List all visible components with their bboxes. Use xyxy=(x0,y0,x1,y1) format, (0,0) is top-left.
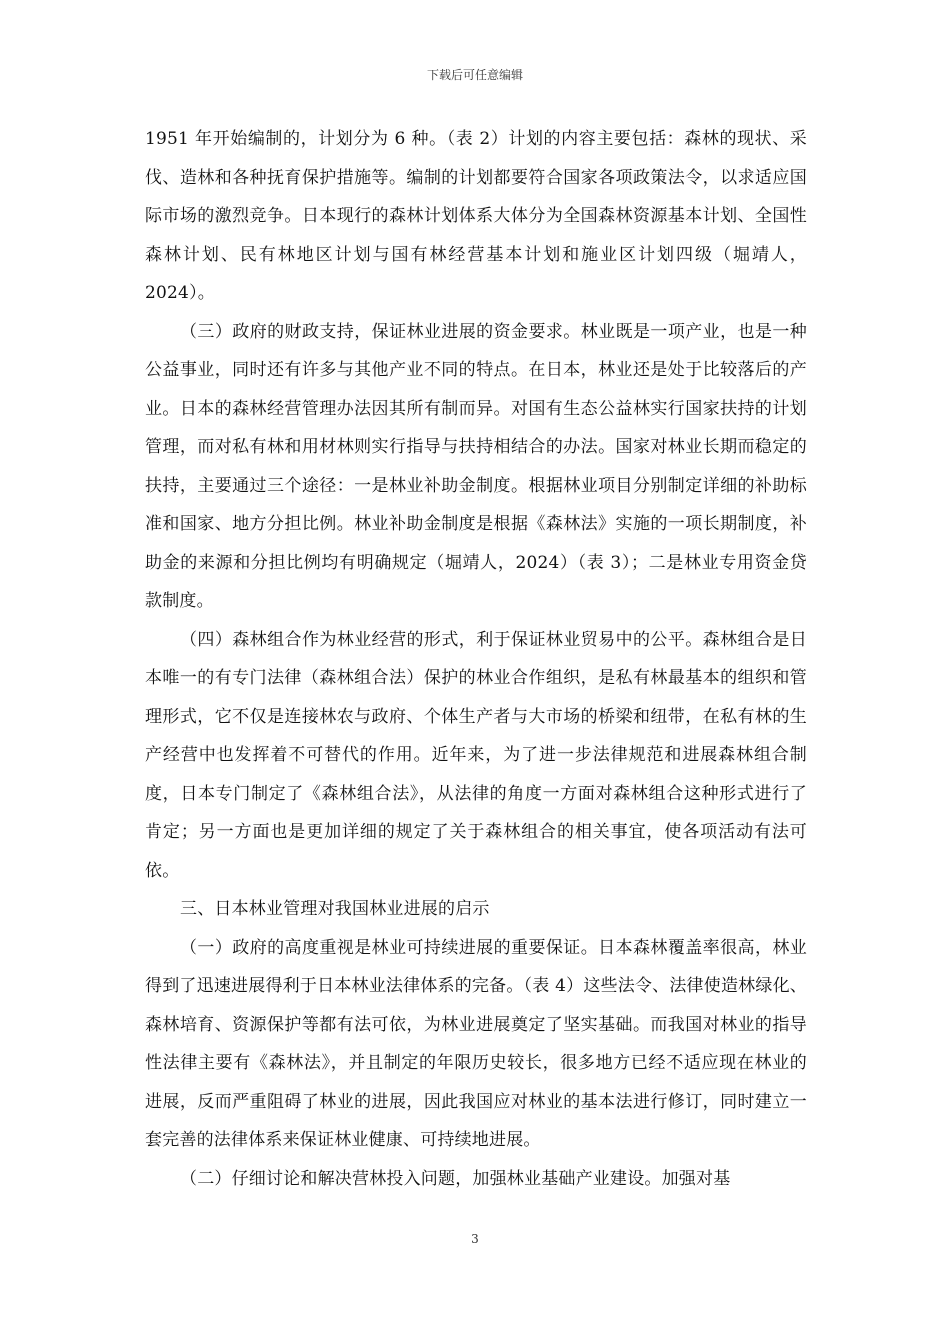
paragraph-forest-association: （四）森林组合作为林业经营的形式，利于保证林业贸易中的公平。森林组合是日本唯一的有专门法律（森林组合法）保护的林业合作组织，是私有林最基本的组织和管理形式，它不仅是连接林农与政府、个体生产者与大市场的桥梁和纽带，在私有林的生产经营中也发挥着不可替代的作用。近年来，为了进一步法律规范和进展森林组合制度，日本专门制定了《森林组合法》，从法律的角度一方面对森林组合这种形式进行了肯定；另一方面也是更加详细的规定了关于森林组合的相关事宜，使各项活动有法可依。 xyxy=(145,629,807,881)
paragraph-forest-plan: 1951 年开始编制的，计划分为 6 种。（表 2）计划的内容主要包括：森林的现状、采伐、造林和各种抚育保护措施等。编制的计划都要符合国家各项政策法令，以求适应国际市场的激烈竞争。日本现行的森林计划体系大体分为全国森林资源基本计划、全国性森林计划、民有林地区计划与国有林经营基本计划和施业区计划四级（堀靖人，2024）。 xyxy=(145,129,807,303)
paragraph-financial-support: （三）政府的财政支持，保证林业进展的资金要求。林业既是一项产业，也是一种公益事业，同时还有许多与其他产业不同的特点。在日本，林业还是处于比较落后的产业。日本的森林经营管理办法因其所有制而异。对国有生态公益林实行国家扶持的计划管理，而对私有林和用材林则实行指导与扶持相结合的办法。国家对林业长期而稳定的扶持，主要通过三个途径：一是林业补助金制度。根据林业项目分别制定详细的补助标准和国家、地方分担比例。林业补助金制度是根据《森林法》实施的一项长期制度，补助金的来源和分担比例均有明确规定（堀靖人，2024）（表 3）；二是林业专用资金贷款制度。 xyxy=(145,321,807,611)
paragraph-forestry-investment: （二）仔细讨论和解决营林投入问题，加强林业基础产业建设。加强对基 xyxy=(180,1168,731,1189)
paragraph-government-attention: （一）政府的高度重视是林业可持续进展的重要保证。日本森林覆盖率很高，林业得到了迅速进展得利于日本林业法律体系的完备。（表 4）这些法令、法律使造林绿化、森林培育、资源保护等都有法可依，为林业进展奠定了坚实基础。而我国对林业的指导性法律主要有《森林法》，并且制定的年限历史较长，很多地方已经不适应现在林业的进展，反而严重阻碍了林业的进展，因此我国应对林业的基本法进行修订，同时建立一套完善的法律体系来保证林业健康、可持续地进展。 xyxy=(145,937,807,1150)
page-number: 3 xyxy=(471,1232,479,1246)
document-body xyxy=(145,120,807,1198)
page-header: 下载后可任意编辑 xyxy=(426,68,523,82)
section-heading-implications: 三、日本林业管理对我国林业进展的启示 xyxy=(180,899,490,919)
